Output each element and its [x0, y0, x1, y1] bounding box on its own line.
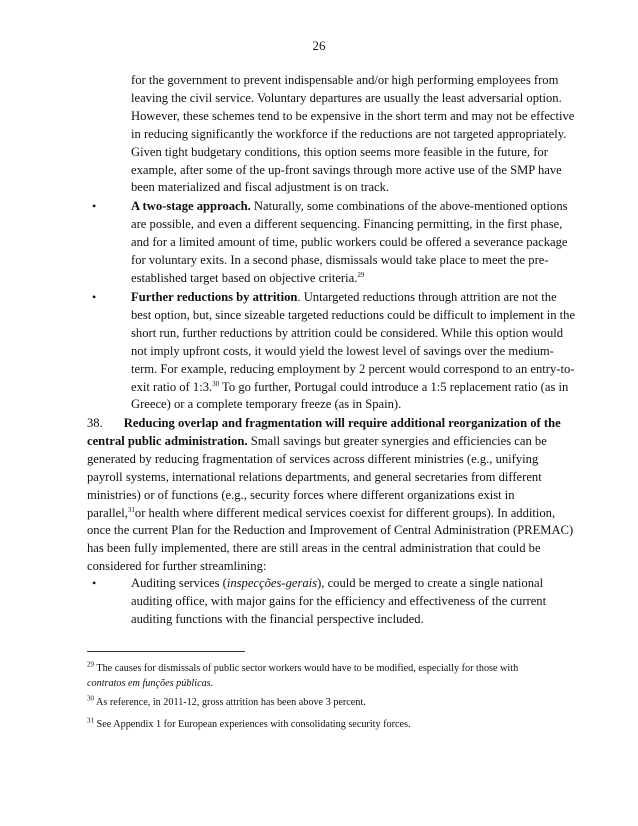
footnote-text: The causes for dismissals of public sector workers would have to be modified, especially for those with	[94, 663, 519, 674]
bullet-auditing-services	[131, 575, 576, 629]
bullet-body: Auditing services (	[131, 576, 227, 590]
continuation-text: for the government to prevent indispensable and/or high performing employees from leaving the civil service. Voluntary departures are usually the least adversarial option. However, these schemes tend to be expensive in the short term and may not be effective in reducing significantly the workforce if the reductions are not targeted appropriately. Given tight budgetary conditions, this option seems more feasible in the future, for example, after some of the up-front savings through more active use of the SMP have been materialized and fiscal adjustment is on track.	[131, 73, 575, 195]
paragraph-title: Reducing overlap and fragmentation will require additional reorganization of the central public administration.	[87, 416, 561, 448]
bullet-body-continued: ), could be merged to create a single national auditing office, with major gains for the efficiency and effectiveness of the current auditing functions with the financial perspective included.	[131, 576, 547, 626]
footnote-ref-29[interactable]: 29	[357, 270, 365, 279]
paragraph-38	[87, 415, 576, 576]
footnote-ref-30[interactable]: 30	[212, 379, 220, 388]
footnote-separator	[87, 651, 245, 652]
page-number: 26	[312, 38, 326, 53]
footnote-30	[87, 695, 547, 710]
footnote-number: 31	[87, 716, 94, 725]
bullet-dot: •	[92, 290, 97, 304]
bullet-title: Further reductions by attrition	[131, 290, 298, 304]
footnote-ref-31[interactable]: 31	[127, 505, 135, 514]
continuation-paragraph	[131, 72, 576, 197]
bullet-attrition	[131, 289, 576, 414]
bullet-body: . Untargeted reductions through attrition are not the best option, but, since sizeable targeted reductions could be difficult to implement in the short run, further reductions by attrition could be considered. While this option would not imply upfront costs, it would yield the lowest level of savings over the medium-term. For example, reducing employment by 2 percent would correspond to an entry-to-exit ratio of 1:3.	[131, 290, 576, 394]
italic-term: inspecções-gerais	[226, 576, 318, 590]
footnote-31	[87, 717, 547, 732]
paragraph-number: 38.	[87, 416, 103, 430]
bullet-title: A two-stage approach.	[131, 199, 251, 213]
footnote-italic: contratos em funções públicas	[87, 678, 211, 689]
paragraph-body: Small savings but greater synergies and efficiencies can be generated by reducing fragmentation of services across different ministries (e.g., unifying payroll systems, international relations departments, and general secretaries from different ministries) or of functions (e.g., security forces where different organizations exist in parallel,	[87, 433, 547, 520]
bullet-dot: •	[92, 576, 97, 590]
bullet-body: Naturally, some combinations of the above-mentioned options are possible, and even a different sequencing. Financing permitting, in the first phase, and for a limited amount of time, public workers could be offered a severance package for voluntary exits. In a second phase, dismissals would take place to meet the pre-established target based on objective criteria.	[131, 199, 568, 285]
footnote-number: 29	[87, 660, 94, 669]
footnote-number: 30	[87, 694, 94, 703]
footnote-29	[87, 661, 547, 691]
footnote-text: As reference, in 2011-12, gross attrition has been above 3 percent.	[94, 697, 366, 708]
paragraph-body-continued: or health where different medical services coexist for different groups). In addition, once the current Plan for the Reduction and Improvement of Central Administration (PREMAC) has been fully implemented, there are still areas in the central administration that could be considered for further streamlining:	[87, 505, 574, 574]
bullet-two-stage-approach	[131, 198, 576, 288]
footnote-text: See Appendix 1 for European experiences with consolidating security forces.	[94, 719, 411, 730]
bullet-dot: •	[92, 199, 97, 213]
bullet-body-continued: To go further, Portugal could introduce a 1:5 replacement ratio (as in Greece) or a complete temporary freeze (as in Spain).	[131, 379, 569, 412]
footnote-tail: .	[210, 678, 214, 689]
